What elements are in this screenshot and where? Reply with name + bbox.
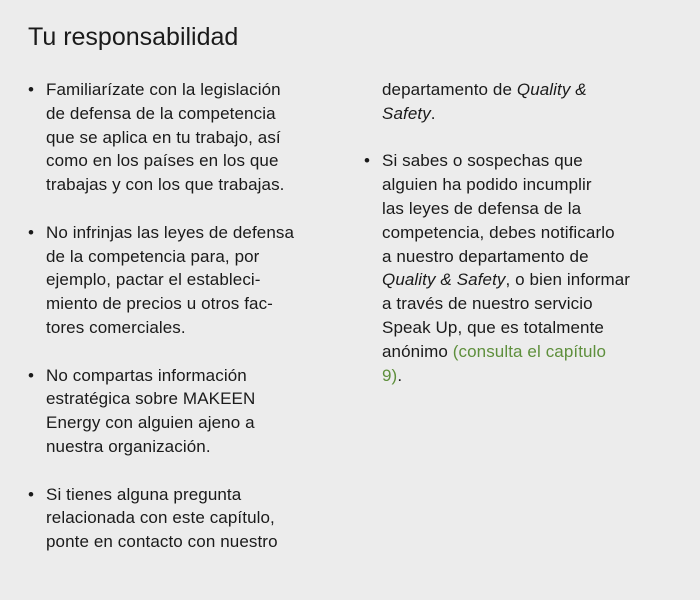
text-line: Speak Up, que es totalmente — [382, 317, 604, 337]
department-name: Quality & Safety — [382, 270, 506, 290]
text-line: ponte en contacto con nuestro — [46, 532, 278, 552]
text-line: tores comerciales. — [46, 317, 186, 337]
text-line: Si tienes alguna pregunta — [46, 484, 242, 504]
text-line: a través de nuestro servicio — [382, 294, 593, 314]
page-title: Tu responsabilidad — [28, 23, 239, 51]
text-line: Familiarízate con la legislación — [46, 80, 281, 99]
list-item — [28, 364, 348, 459]
list-item-continuation — [364, 78, 664, 126]
text-line: relacionada con este capítulo, — [46, 508, 275, 528]
text-line: Si sabes o sospechas que — [382, 151, 583, 171]
bullet-icon: • — [28, 80, 35, 99]
text-line: que se aplica en tu trabajo, así — [46, 127, 281, 147]
list-item-text — [46, 221, 348, 340]
text-line: No compartas información — [46, 365, 247, 385]
text-line — [382, 340, 664, 364]
text-line: de defensa de la competencia — [46, 103, 276, 123]
text-line — [382, 78, 664, 102]
list-item-text — [382, 149, 664, 387]
text-line: de la competencia para, por — [46, 246, 260, 266]
department-name: Safety — [382, 103, 431, 123]
list-item-text — [46, 483, 348, 554]
chapter-link[interactable]: 9) — [382, 365, 398, 385]
text-line: alguien ha podido incumplir — [382, 175, 592, 195]
bullet-icon: • — [364, 151, 371, 171]
bullet-icon: • — [28, 222, 35, 242]
chapter-link[interactable]: (consulta el capítulo — [452, 341, 607, 361]
text-run: . — [430, 103, 436, 123]
right-column — [364, 78, 664, 411]
text-line: las leyes de defensa de la — [382, 198, 582, 218]
bullet-icon: • — [28, 365, 35, 385]
list-item — [28, 221, 348, 340]
text-line: Energy con alguien ajeno a — [46, 413, 255, 433]
text-line: miento de precios u otros fac- — [46, 294, 273, 314]
list-item-text — [46, 364, 348, 459]
text-line: No infrinjas las leyes de defensa — [46, 222, 295, 242]
list-item — [28, 483, 348, 554]
text-line: a nuestro departamento de — [382, 246, 589, 266]
text-line — [382, 268, 664, 292]
text-line — [382, 364, 664, 388]
text-run: departamento de — [382, 80, 517, 99]
text-run: , o bien informar — [505, 270, 631, 290]
list-item — [28, 78, 348, 197]
list-item-text — [46, 78, 348, 197]
text-line: competencia, debes notificarlo — [382, 222, 615, 242]
text-run: anónimo — [382, 341, 453, 361]
text-line: trabajas y con los que trabajas. — [46, 175, 285, 195]
text-line — [382, 102, 664, 126]
left-column — [28, 78, 348, 578]
text-line: estratégica sobre MAKEEN — [46, 389, 256, 409]
text-line: como en los países en los que — [46, 151, 279, 171]
text-line: ejemplo, pactar el estableci- — [46, 270, 261, 290]
list-item — [364, 149, 664, 387]
bullet-icon: • — [28, 484, 35, 504]
department-name: Quality & — [516, 80, 587, 99]
text-line: nuestra organización. — [46, 436, 211, 456]
text-run: . — [397, 365, 403, 385]
